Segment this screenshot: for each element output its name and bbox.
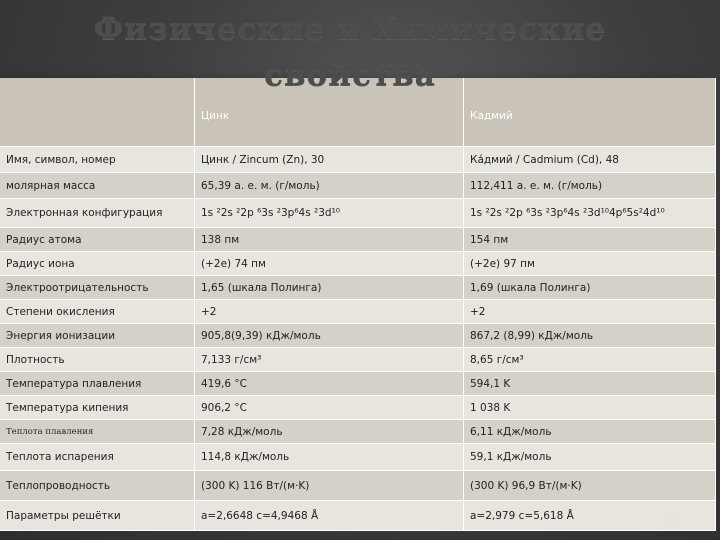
zinc-value: a=2,6648 c=4,9468 Å [195,501,464,531]
properties-table [0,78,716,531]
header-cell-zinc: Цинк [195,78,464,147]
cadmium-value: (300 K) 96,9 Вт/(м·K) [464,471,716,501]
zinc-value: +2 [195,300,464,324]
zinc-value: 906,2 °С [195,396,464,420]
row-label: Электронная конфигурация [0,199,195,228]
row-label: Имя, символ, номер [0,147,195,173]
table-row [0,372,716,396]
table-row [0,324,716,348]
row-label: Энергия ионизации [0,324,195,348]
table-row [0,501,716,531]
cadmium-value: 59,1 кДж/моль [464,444,716,471]
table-row [0,348,716,372]
cadmium-value: +2 [464,300,716,324]
zinc-value: 419,6 °С [195,372,464,396]
cadmium-value: 112,411 а. е. м. (г/моль) [464,173,716,199]
zinc-value: Цинк / Zincum (Zn), 30 [195,147,464,173]
cadmium-value: 154 пм [464,228,716,252]
cadmium-value: 594,1 K [464,372,716,396]
cadmium-value: 1 038 K [464,396,716,420]
page-number: 11 [668,517,681,528]
table-row [0,396,716,420]
table-row [0,300,716,324]
zinc-value: 65,39 а. е. м. (г/моль) [195,173,464,199]
zinc-value: 7,133 г/см³ [195,348,464,372]
row-label: Температура плавления [0,372,195,396]
row-label: Теплота плавления [0,420,195,444]
cadmium-value: 8,65 г/см³ [464,348,716,372]
header-cell-cadmium: Кадмий [464,78,716,147]
table-row [0,420,716,444]
table-row [0,471,716,501]
cadmium-value: 867,2 (8,99) кДж/моль [464,324,716,348]
table-row [0,276,716,300]
table-row [0,252,716,276]
zinc-value: 1s ²2s ²2p ⁶3s ²3p⁶4s ²3d¹⁰ [195,199,464,228]
cadmium-value: a=2,979 c=5,618 Å [464,501,716,531]
row-label: Параметры решётки [0,501,195,531]
zinc-value: 905,8(9,39) кДж/моль [195,324,464,348]
table-row [0,199,716,228]
zinc-value: (300 K) 116 Вт/(м·K) [195,471,464,501]
row-label: Теплота испарения [0,444,195,471]
row-label: Радиус атома [0,228,195,252]
cadmium-value: 1,69 (шкала Полинга) [464,276,716,300]
row-label: Электроотрицательность [0,276,195,300]
cadmium-value: 6,11 кДж/моль [464,420,716,444]
zinc-value: (+2e) 74 пм [195,252,464,276]
row-label: Радиус иона [0,252,195,276]
row-label: Степени окисления [0,300,195,324]
table-row [0,444,716,471]
zinc-value: 7,28 кДж/моль [195,420,464,444]
row-label: молярная масса [0,173,195,199]
cadmium-value: 1s ²2s ²2p ⁶3s ²3p⁶4s ²3d¹⁰4p⁶5s²4d¹⁰ [464,199,716,228]
slide-title: Физические и Химические свойства [93,11,607,93]
table-row [0,147,716,173]
row-label: Температура кипения [0,396,195,420]
row-label: Теплопроводность [0,471,195,501]
table-row [0,228,716,252]
row-label: Плотность [0,348,195,372]
zinc-value: 114,8 кДж/моль [195,444,464,471]
zinc-value: 138 пм [195,228,464,252]
cadmium-value: Ка́дмий / Cadmium (Cd), 48 [464,147,716,173]
cadmium-value: (+2e) 97 пм [464,252,716,276]
zinc-value: 1,65 (шкала Полинга) [195,276,464,300]
table-card [0,78,695,522]
table-row [0,173,716,199]
